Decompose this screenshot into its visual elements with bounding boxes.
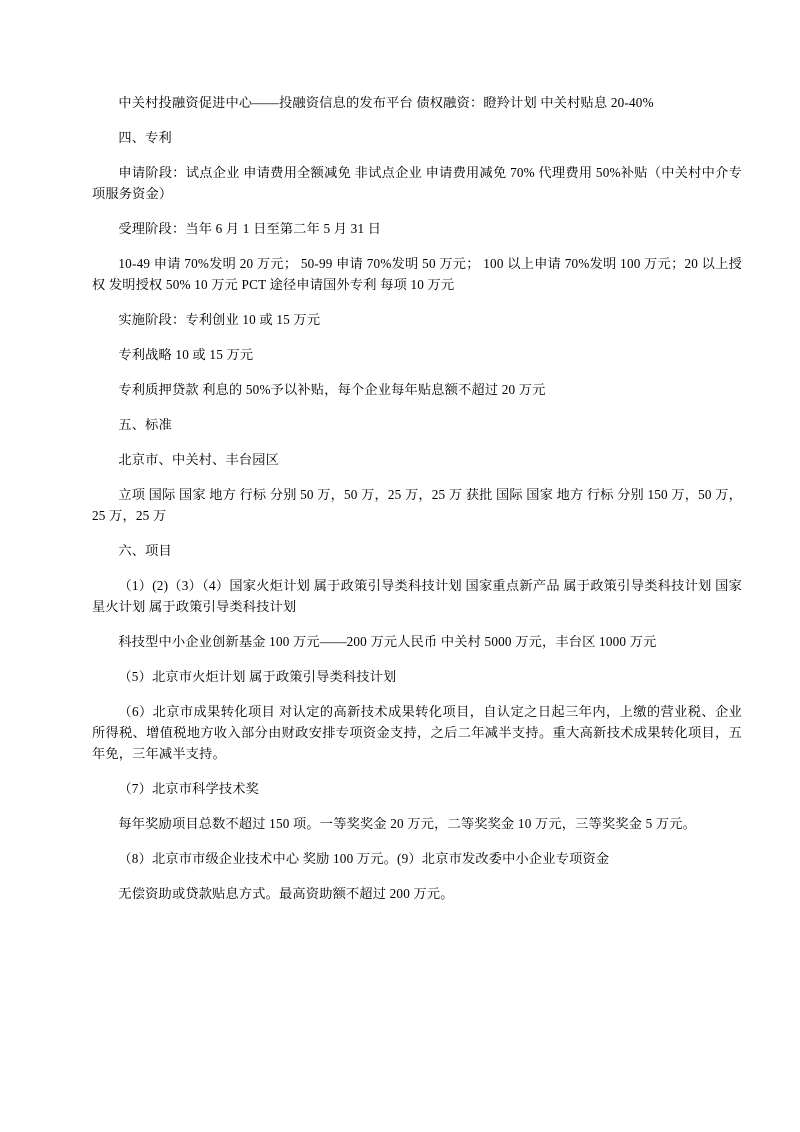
paragraph-14: 科技型中小企业创新基金 100 万元——200 万元人民币 中关村 5000 万元，丰台区 1000 万元 [118, 633, 657, 649]
heading-section-five: 五、标准 [118, 416, 172, 432]
paragraph-16: （6）北京市成果转化项目 对认定的高新技术成果转化项目，自认定之日起三年内，上缴的营业税、企业所得税、增值税地方收入部分由财政安排专项资金支持，之后二年减半支持。重大高新技术成果转化项目，五年免，三年减半支持。 [92, 703, 742, 762]
paragraph-8: 专利质押贷款 利息的 50%予以补贴，每个企业每年贴息额不超过 20 万元 [118, 381, 546, 397]
paragraph-1: 中关村投融资促进中心——投融资信息的发布平台 债权融资：瞪羚计划 中关村贴息 20-40% [118, 95, 654, 110]
paragraph-5: 10-49 申请 70%发明 20 万元； 50-99 申请 70%发明 50 万元； 100 以上申请 70%发明 100 万元；20 以上授权 发明授权 50% 10 万元 PCT 途径申请国外专利 每项 10 万元 [92, 255, 742, 293]
paragraph-18: 每年奖励项目总数不超过 150 项。一等奖奖金 20 万元，二等奖奖金 10 万元，三等奖奖金 5 万元。 [118, 816, 697, 832]
heading-section-six: 六、项目 [118, 542, 172, 558]
paragraph-6: 实施阶段：专利创业 10 或 15 万元 [118, 312, 321, 328]
paragraph-4: 受理阶段：当年 6 月 1 日至第二年 5 月 31 日 [118, 221, 382, 236]
paragraph-15: （5）北京市火炬计划 属于政策引导类科技计划 [118, 668, 397, 684]
paragraph-19: （8）北京市市级企业技术中心 奖励 100 万元。(9）北京市发改委中小企业专项资金 [118, 851, 610, 866]
heading-section-four: 四、专利 [118, 129, 172, 145]
paragraph-11: 立项 国际 国家 地方 行标 分别 50 万，50 万，25 万，25 万 获批 国际 国家 地方 行标 分别 150 万，50 万，25 万，25 万 [92, 486, 742, 523]
paragraph-13: （1）(2)（3）（4）国家火炬计划 属于政策引导类科技计划 国家重点新产品 属于政策引导类科技计划 国家星火计划 属于政策引导类科技计划 [92, 577, 742, 614]
paragraph-20: 无偿资助或贷款贴息方式。最高资助额不超过 200 万元。 [118, 885, 454, 901]
paragraph-3: 申请阶段：试点企业 申请费用全额减免 非试点企业 申请费用减免 70% 代理费用 50%补贴（中关村中介专项服务资金） [92, 164, 742, 202]
document-body [92, 92, 742, 904]
paragraph-7: 专利战略 10 或 15 万元 [118, 347, 254, 362]
paragraph-17: （7）北京市科学技术奖 [118, 781, 260, 797]
paragraph-10: 北京市、中关村、丰台园区 [118, 451, 280, 467]
